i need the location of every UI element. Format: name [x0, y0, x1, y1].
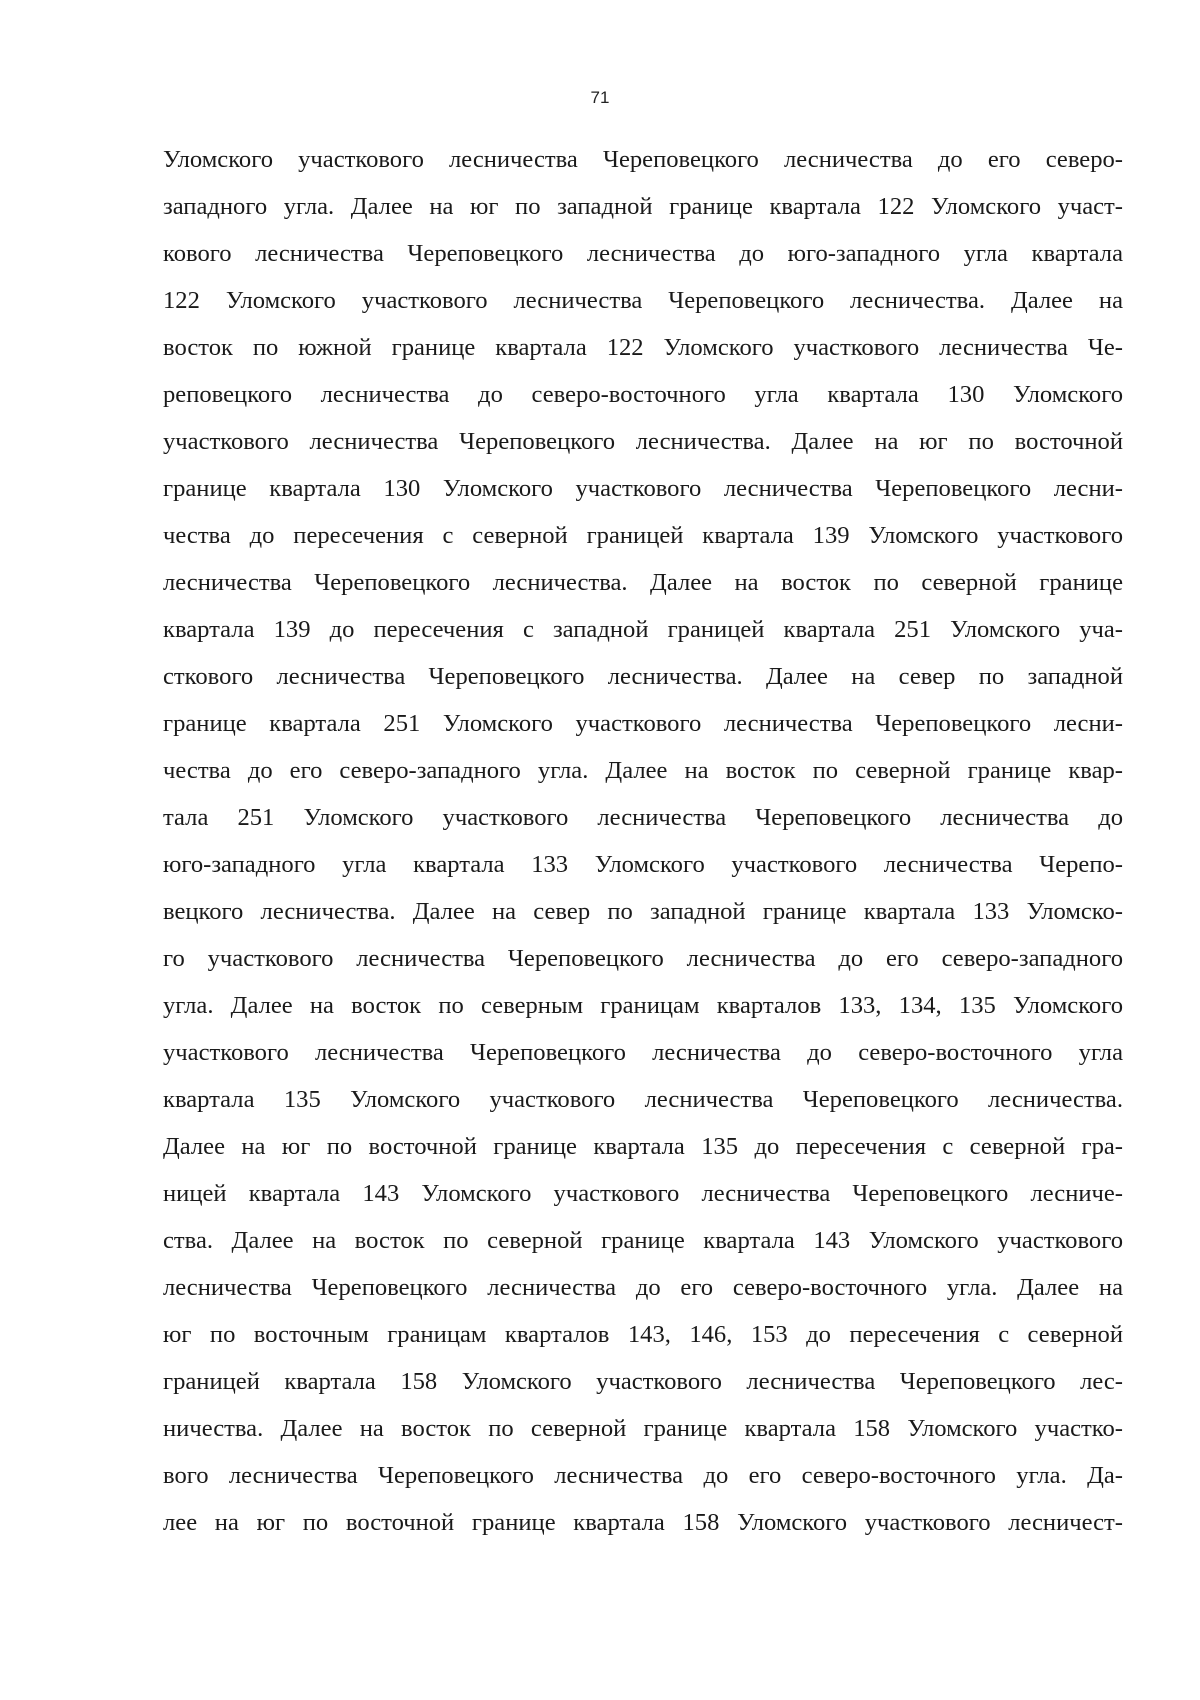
text-line: участкового лесничества Череповецкого лесничества. Далее на юг по восточной: [163, 428, 1123, 455]
text-line: сткового лесничества Череповецкого лесничества. Далее на север по западной: [163, 663, 1123, 690]
text-line: реповецкого лесничества до северо-восточного угла квартала 130 Уломского: [163, 381, 1123, 408]
text-line: квартала 135 Уломского участкового лесничества Череповецкого лесничества.: [163, 1086, 1123, 1113]
text-line: юг по восточным границам кварталов 143, 146, 153 до пересечения с северной: [163, 1321, 1123, 1348]
text-line: вого лесничества Череповецкого лесничества до его северо-восточного угла. Да-: [163, 1462, 1123, 1489]
body-text: [163, 136, 1123, 1546]
text-line: лее на юг по восточной границе квартала 158 Уломского участкового лесничест-: [163, 1509, 1123, 1536]
text-line: вецкого лесничества. Далее на север по западной границе квартала 133 Уломско-: [163, 898, 1123, 925]
text-line: восток по южной границе квартала 122 Уломского участкового лесничества Че-: [163, 334, 1123, 361]
text-line: участкового лесничества Череповецкого лесничества до северо-восточного угла: [163, 1039, 1123, 1066]
text-line: Далее на юг по восточной границе квартала 135 до пересечения с северной гра-: [163, 1133, 1123, 1160]
text-line: юго-западного угла квартала 133 Уломского участкового лесничества Черепо-: [163, 851, 1123, 878]
text-line: кового лесничества Череповецкого лесничества до юго-западного угла квартала: [163, 240, 1123, 267]
text-line: ства. Далее на восток по северной границе квартала 143 Уломского участкового: [163, 1227, 1123, 1254]
text-line: го участкового лесничества Череповецкого лесничества до его северо-западного: [163, 945, 1123, 972]
text-line: лесничества Череповецкого лесничества до его северо-восточного угла. Далее на: [163, 1274, 1123, 1301]
text-line: западного угла. Далее на юг по западной границе квартала 122 Уломского участ-: [163, 193, 1123, 220]
text-line: границе квартала 251 Уломского участкового лесничества Череповецкого лесни-: [163, 710, 1123, 737]
text-line: Уломского участкового лесничества Череповецкого лесничества до его северо-: [163, 146, 1123, 173]
text-line: границе квартала 130 Уломского участкового лесничества Череповецкого лесни-: [163, 475, 1123, 502]
text-line: квартала 139 до пересечения с западной границей квартала 251 Уломского уча-: [163, 616, 1123, 643]
text-line: угла. Далее на восток по северным границам кварталов 133, 134, 135 Уломского: [163, 992, 1123, 1019]
page-number: 71: [590, 88, 610, 107]
text-line: чества до пересечения с северной границей квартала 139 Уломского участкового: [163, 522, 1123, 549]
text-line: тала 251 Уломского участкового лесничества Череповецкого лесничества до: [163, 804, 1123, 831]
text-line: чества до его северо-западного угла. Далее на восток по северной границе квар-: [163, 757, 1123, 784]
text-line: ничества. Далее на восток по северной границе квартала 158 Уломского участко-: [163, 1415, 1123, 1442]
text-line: 122 Уломского участкового лесничества Череповецкого лесничества. Далее на: [163, 287, 1123, 314]
text-line: лесничества Череповецкого лесничества. Далее на восток по северной границе: [163, 569, 1123, 596]
text-line: границей квартала 158 Уломского участкового лесничества Череповецкого лес-: [163, 1368, 1123, 1395]
text-line: ницей квартала 143 Уломского участкового лесничества Череповецкого лесниче-: [163, 1180, 1123, 1207]
